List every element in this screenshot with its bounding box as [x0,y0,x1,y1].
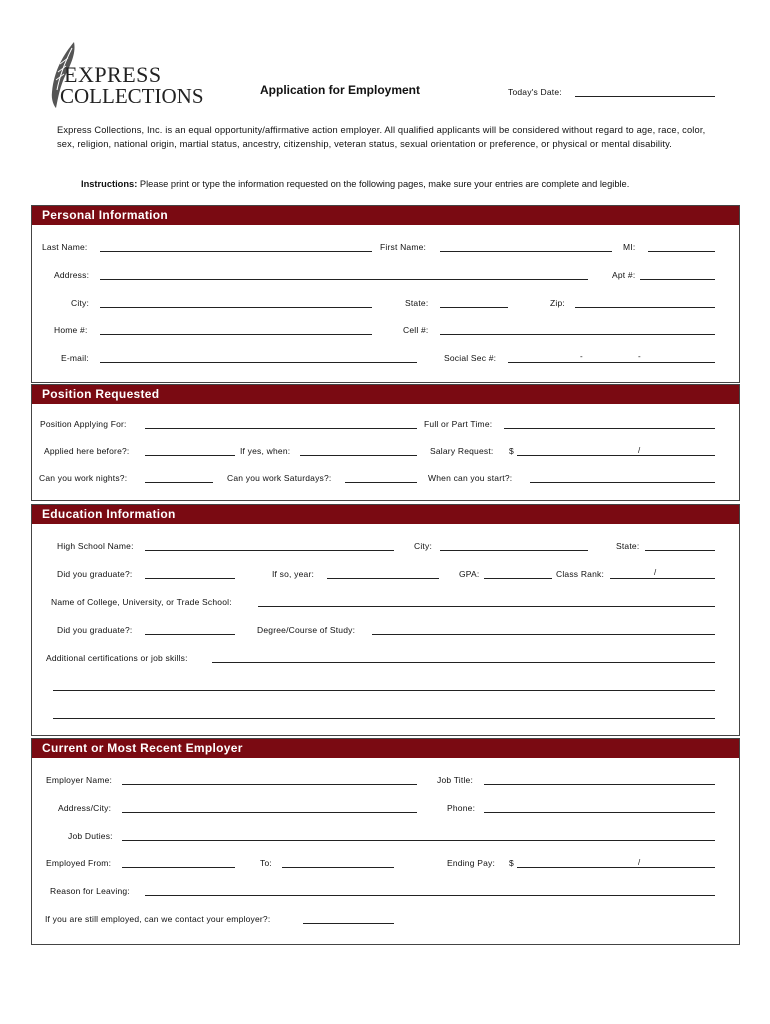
reason-leaving-label: Reason for Leaving: [50,886,130,896]
full-part-time-field[interactable] [504,428,715,429]
college-label: Name of College, University, or Trade School: [51,597,232,607]
city-label: City: [71,298,89,308]
ssn-label: Social Sec #: [444,353,497,363]
college-graduate-label: Did you graduate?: [57,625,133,635]
logo-line-1: EXPRESS [64,62,162,87]
hs-state-label: State: [616,541,640,551]
job-duties-label: Job Duties: [68,831,113,841]
job-title-field[interactable] [484,784,715,785]
high-school-field[interactable] [145,550,394,551]
class-rank-field[interactable] [610,578,715,579]
high-school-label: High School Name: [57,541,134,551]
grad-year-label: If so, year: [272,569,315,579]
todays-date-field[interactable] [575,96,715,97]
ending-pay-slash: / [638,858,641,867]
work-saturdays-field[interactable] [345,482,417,483]
position-section-title: Position Requested [32,385,739,404]
reason-leaving-field[interactable] [145,895,715,896]
ending-pay-dollar-sign: $ [509,858,514,868]
certifications-label: Additional certifications or job skills: [46,653,188,663]
cell-phone-field[interactable] [440,334,715,335]
position-section [31,384,740,501]
employed-to-field[interactable] [282,867,394,868]
mi-field[interactable] [648,251,715,252]
employed-from-label: Employed From: [46,858,112,868]
first-name-label: First Name: [380,242,427,252]
address-field[interactable] [100,279,588,280]
home-phone-field[interactable] [100,334,372,335]
instructions-text: Please print or type the information requested on the following pages, make sure your entries are complete and legible. [139,179,630,189]
hs-city-field[interactable] [440,550,588,551]
position-applying-label: Position Applying For: [40,419,127,429]
start-date-field[interactable] [530,482,715,483]
todays-date-label: Today's Date: [508,87,562,97]
if-yes-when-label: If yes, when: [240,446,291,456]
personal-section [31,205,740,383]
hs-graduate-field[interactable] [145,578,235,579]
work-saturdays-label: Can you work Saturdays?: [227,473,332,483]
state-field[interactable] [440,307,508,308]
start-date-label: When can you start?: [428,473,513,483]
position-applying-field[interactable] [145,428,417,429]
hs-state-field[interactable] [645,550,715,551]
personal-section-title: Personal Information [32,206,739,225]
hs-graduate-label: Did you graduate?: [57,569,133,579]
company-logo [46,40,211,110]
certifications-field-2[interactable] [53,690,715,691]
employer-name-field[interactable] [122,784,417,785]
employed-from-field[interactable] [122,867,235,868]
instructions [81,179,629,189]
ssn-field[interactable] [508,362,715,363]
ssn-dash-2: - [638,352,641,361]
home-phone-label: Home #: [54,325,88,335]
page-title: Application for Employment [260,83,421,97]
employer-phone-field[interactable] [484,812,715,813]
last-name-label: Last Name: [42,242,88,252]
employer-address-field[interactable] [122,812,417,813]
education-section-title: Education Information [32,505,739,524]
gpa-label: GPA: [459,569,480,579]
grad-year-field[interactable] [327,578,439,579]
ending-pay-label: Ending Pay: [447,858,496,868]
eeo-statement: Express Collections, Inc. is an equal opportunity/affirmative action employer. All qualified applicants will be considered without regard to age, race, color, sex, religion, national origin, martial status, ancestry, citizenship, veteran status, sexual orientation or preference, or physical or mental disability. [57,125,706,149]
state-label: State: [405,298,429,308]
work-nights-field[interactable] [145,482,213,483]
contact-employer-label: If you are still employed, can we contact your employer?: [45,914,271,924]
class-rank-label: Class Rank: [556,569,605,579]
instructions-label: Instructions: [81,179,138,189]
employer-section-title: Current or Most Recent Employer [32,739,739,758]
contact-employer-field[interactable] [303,923,394,924]
degree-label: Degree/Course of Study: [257,625,356,635]
apt-field[interactable] [640,279,715,280]
class-rank-slash: / [654,568,657,577]
employer-phone-label: Phone: [447,803,476,813]
if-yes-when-field[interactable] [300,455,417,456]
employer-name-label: Employer Name: [46,775,113,785]
college-field[interactable] [258,606,715,607]
salary-request-field[interactable] [517,455,715,456]
first-name-field[interactable] [440,251,612,252]
salary-slash: / [638,446,641,455]
apt-label: Apt #: [612,270,636,280]
mi-label: MI: [623,242,636,252]
email-field[interactable] [100,362,417,363]
zip-label: Zip: [550,298,565,308]
salary-dollar-sign: $ [509,446,514,456]
salary-request-label: Salary Request: [430,446,494,456]
applied-before-field[interactable] [145,455,235,456]
ending-pay-field[interactable] [517,867,715,868]
job-duties-field[interactable] [122,840,715,841]
applied-before-label: Applied here before?: [44,446,130,456]
college-graduate-field[interactable] [145,634,235,635]
full-part-time-label: Full or Part Time: [424,419,493,429]
degree-field[interactable] [372,634,715,635]
zip-field[interactable] [575,307,715,308]
city-field[interactable] [100,307,372,308]
certifications-field[interactable] [212,662,715,663]
ssn-dash-1: - [580,352,583,361]
job-title-label: Job Title: [437,775,474,785]
address-label: Address: [54,270,90,280]
logo-line-2: COLLECTIONS [60,84,204,108]
employer-address-label: Address/City: [58,803,112,813]
work-nights-label: Can you work nights?: [39,473,128,483]
last-name-field[interactable] [100,251,372,252]
hs-city-label: City: [414,541,432,551]
email-label: E-mail: [61,353,89,363]
gpa-field[interactable] [484,578,552,579]
certifications-field-3[interactable] [53,718,715,719]
employed-to-label: To: [260,858,272,868]
cell-phone-label: Cell #: [403,325,429,335]
education-section [31,504,740,736]
